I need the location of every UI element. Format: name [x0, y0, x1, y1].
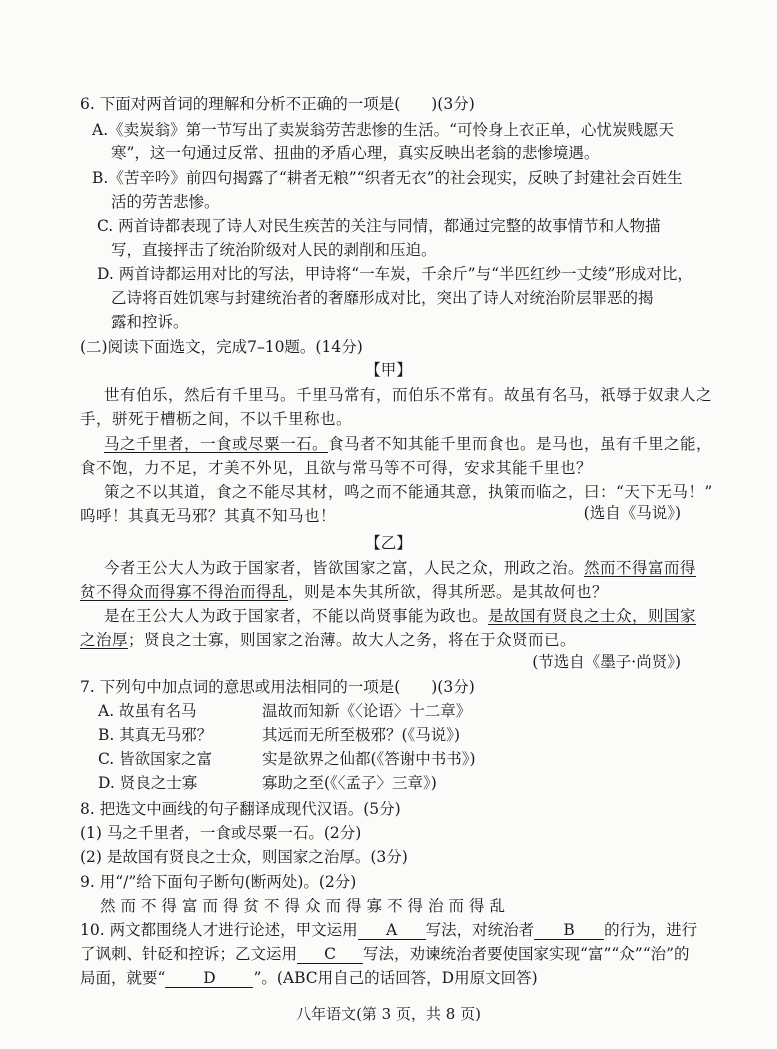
underlined-sentence-1: 马之千里者，一食或尽粟一石。	[104, 435, 329, 453]
passage-jia-p3-line1: 策之不以其道，食之不能尽其材，鸣之而不能通其意，执策而临之，曰：“天下无马！”	[104, 483, 713, 501]
q8-sub1: (1) 马之千里者，一食或尽粟一石。(2分)	[80, 824, 362, 842]
q8-sub2: (2) 是故国有贤良之士众，则国家之治厚。(3分)	[80, 848, 408, 866]
q6-option-b-line1: B.《苦辛吟》前四句揭露了“耕者无粮”“织者无衣”的社会现实，反映了封建社会百姓生	[92, 169, 683, 187]
q6-option-b-line2: 活的劳苦悲惨。	[111, 193, 220, 211]
q7-option-a-right: 温故而知新《〈论语〉十二章》	[262, 702, 472, 720]
q7-option-b-left: B. 其真无马邪？	[98, 726, 213, 744]
q9-stem: 9. 用“/”给下面句子断句(断两处)。(2分)	[80, 873, 357, 891]
passage-jia-p3-line2: 呜呼！其真无马邪？其真不知马也！	[80, 507, 337, 525]
q7-option-d-right: 寡助之至(《〈孟子〉三章》)	[262, 774, 437, 792]
underlined-sentence-2b: 贫不得众而得寡不得治而得乱	[80, 583, 289, 601]
q7-option-b-right: 其远而无所至极邪？(《马说》)	[262, 726, 461, 744]
blank-c[interactable]: C	[297, 945, 363, 964]
passage-yi-p1-line2: 贫不得众而得寡不得治而得乱，则是本失其所欲，得其所恶。是其故何也？	[80, 583, 609, 601]
passage-yi-p2-line2: 之治厚；贤良之士寡，则国家之治薄。故大人之务，将在于众贤而已。	[80, 631, 577, 649]
q10-line1: 10. 两文都围绕人才进行论述，甲文运用 A 写法，对统治者 B 的行为，进行	[80, 921, 698, 939]
passage-jia-p2-line2: 食不饱，力不足，才美不外见，且欲与常马等不可得，安求其能千里也？	[80, 459, 593, 477]
q7-option-d-left: D. 贤良之士寡	[98, 774, 198, 792]
q7-option-a-left: A. 故虽有名马	[98, 702, 197, 720]
q7-option-c-right: 实是欲界之仙都(《答谢中书书》)	[262, 750, 476, 768]
q7-stem: 7. 下列句中加点词的意思或用法相同的一项是( )(3分)	[80, 678, 475, 696]
passage-yi-title: 【乙】	[365, 534, 412, 552]
blank-d[interactable]: D	[165, 969, 253, 988]
blank-a[interactable]: A	[358, 921, 426, 940]
underlined-sentence-3a: 是故国有贤良之士众，则国家	[488, 607, 697, 625]
passage-yi-p1-line1: 今者王公大人为政于国家者，皆欲国家之富，人民之众，刑政之治。然而不得富而得	[104, 559, 697, 577]
q6-option-d-line2: 乙诗将百姓饥寒与封建统治者的奢靡形成对比，突出了诗人对统治阶层罪恶的揭	[111, 289, 654, 307]
q10-line3: 局面，就要“ D ”。(ABC用自己的话回答，D用原文回答)	[80, 969, 538, 987]
q6-option-d-line3: 露和控诉。	[111, 313, 189, 331]
q6-option-d-line1: D. 两首诗都运用对比的写法，甲诗将“一车炭，千余斤”与“半匹红纱一丈绫”形成对比，	[97, 265, 693, 283]
q7-option-c-left: C. 皆欲国家之富	[98, 750, 213, 768]
q6-option-c-line1: C. 两首诗都表现了诗人对民生疾苦的关注与同情，都通过完整的故事情节和人物描	[97, 217, 661, 235]
underlined-sentence-2a: 然而不得富而得	[584, 559, 697, 577]
passage-jia-title: 【甲】	[365, 361, 412, 379]
section-heading: (二)阅读下面选文，完成7–10题。(14分)	[80, 338, 363, 356]
passage-jia-source: (选自《马说》)	[583, 504, 681, 522]
q8-stem: 8. 把选文中画线的句子翻译成现代汉语。(5分)	[80, 800, 401, 818]
passage-yi-source: (节选自《墨子·尚贤》)	[532, 653, 681, 671]
passage-jia-p2-line1: 马之千里者，一食或尽粟一石。食马者不知其能千里而食也。是马也，虽有千里之能，	[104, 435, 713, 453]
q6-option-a-line1: A.《卖炭翁》第一节写出了卖炭翁劳苦悲惨的生活。“可怜身上衣正单，心忧炭贱愿天	[92, 121, 675, 139]
underlined-sentence-3b: 之治厚	[80, 631, 129, 649]
q6-option-a-line2: 寒”，这一句通过反常、扭曲的矛盾心理，真实反映出老翁的悲惨境遇。	[111, 144, 600, 162]
q6-option-c-line2: 写，直接抨击了统治阶级对人民的剥削和压迫。	[111, 241, 437, 259]
q6-stem: 6. 下面对两首词的理解和分析不正确的一项是( )(3分)	[80, 95, 475, 113]
passage-jia-p1-line1: 世有伯乐，然后有千里马。千里马常有，而伯乐不常有。故虽有名马，祇辱于奴隶人之	[104, 386, 713, 404]
blank-b[interactable]: B	[534, 921, 604, 940]
passage-jia-p1-line2: 手，骈死于槽枥之间，不以千里称也。	[80, 410, 353, 428]
passage-yi-p2-line1: 是在王公大人为政于国家者，不能以尚贤事能为政也。是故国有贤良之士众，则国家	[104, 607, 697, 625]
page-footer: 八年语文(第 3 页，共 8 页)	[296, 1005, 481, 1023]
q10-line2: 了讽刺、针砭和控诉；乙文运用 C 写法，劝谏统治者要使国家实现“富”“众”“治”的	[80, 945, 690, 963]
q9-sentence: 然而不得富而得贫不得众而得寡不得治而得乱	[100, 897, 511, 915]
